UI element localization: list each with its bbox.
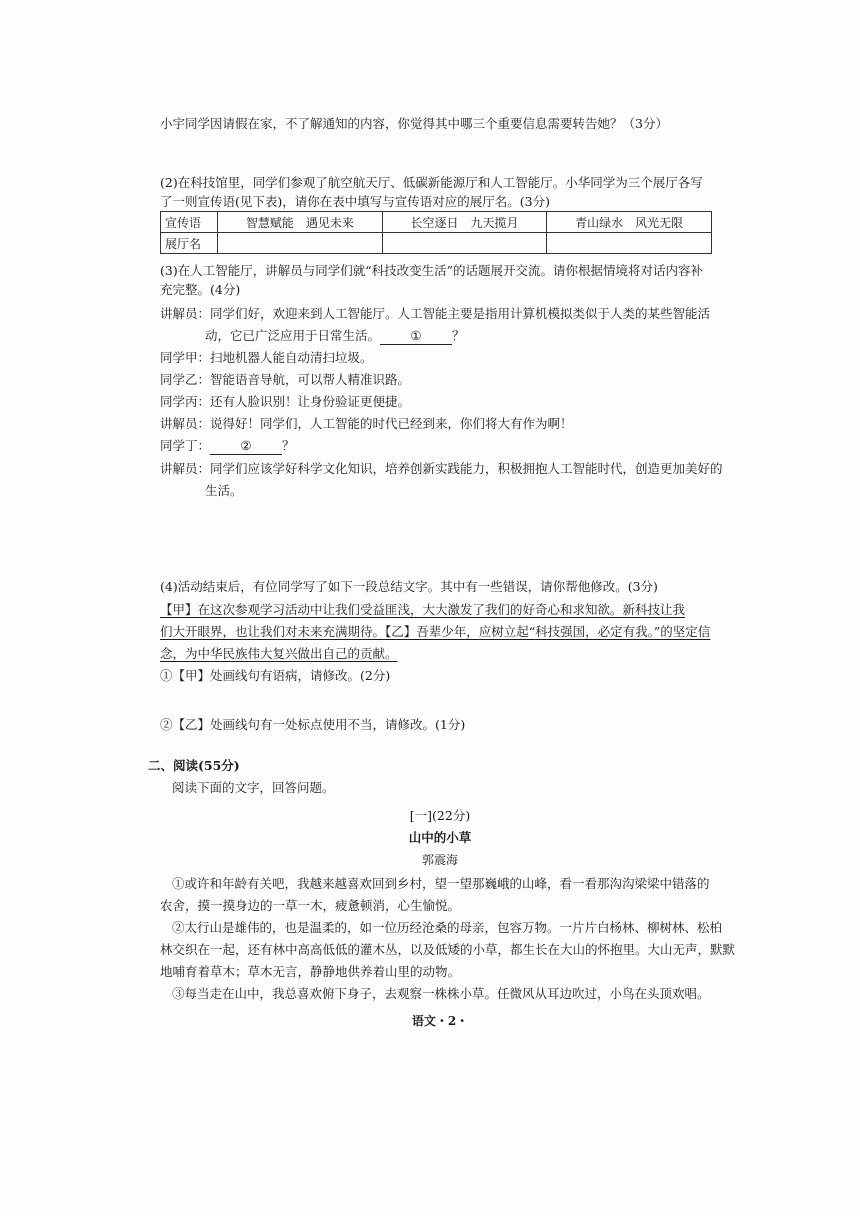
q4-para-line2: 们大开眼界，也让我们对未来充满期待。【乙】吾辈少年，应树立起“科技强国，必定有我。”的坚定信: [160, 624, 711, 639]
q4-line1: (4)活动结束后，有位同学写了如下一段总结文字。其中有一些错误，请你帮他修改。(3分): [160, 579, 658, 594]
article-title: 山中的小草: [408, 830, 472, 845]
dialog-text: 动，它已广泛应用于日常生活。: [205, 328, 381, 343]
article-paragraph-line: 林交织在一起，还有林中高高低低的灌木丛，以及低矮的小草，都生长在大山的怀抱里。大山无声，默默: [160, 942, 736, 957]
dialog-end: ？: [452, 328, 465, 343]
q2-line2: 了一则宣传语(见下表)，请你在表中填写与宣传语对应的展厅名。(3分): [160, 194, 550, 209]
dialog-line-4: [160, 369, 720, 391]
q2-line1: (2)在科技馆里，同学们参观了航空航天厅、低碳新能源厅和人工智能厅。小华同学为三个展厅各写: [160, 175, 703, 190]
dialog-line-1: [160, 303, 720, 325]
dialog-text: 智能语音导航，可以帮人精准识路。: [210, 372, 411, 387]
q4-sub2: ②【乙】处画线句有一处标点使用不当，请修改。(1分): [160, 717, 466, 732]
dialog-text: 还有人脸识别！让身份验证更便捷。: [210, 394, 411, 409]
part-label: [一](22分): [409, 808, 471, 823]
hall-answer-cell-1[interactable]: [218, 233, 383, 254]
q3-line1: (3)在人工智能厅，讲解员与同学们就“科技改变生活”的话题展开交流。请你根据情境将对话内容补: [160, 263, 703, 278]
dialog-line-8: [160, 458, 723, 480]
dialog-line-6: [160, 413, 720, 435]
hall-answer-cell-2[interactable]: [382, 233, 547, 254]
hall-answer-cell-3[interactable]: [547, 233, 712, 254]
blank-1[interactable]: ①: [380, 328, 452, 345]
dialog-speaker: 讲解员：: [160, 306, 211, 321]
slogan-cell-1: 智慧赋能 遇见未来: [218, 212, 383, 233]
q4-para-line3: 念，为中华民族伟大复兴做出自己的贡献。: [160, 646, 398, 661]
dialog-speaker: 同学丁：: [160, 438, 211, 453]
dialog-speaker: 同学丙：: [160, 394, 211, 409]
dialog-speaker: 同学甲：: [160, 350, 211, 365]
dialog-text: 说得好！同学们，人工智能的时代已经到来，你们将大有作为啊！: [210, 416, 573, 431]
dialog-text: 同学们好，欢迎来到人工智能厅。人工智能主要是指用计算机模拟类似于人类的某些智能活: [210, 306, 711, 321]
hall-header: 展厅名: [161, 233, 218, 254]
hall-row: [161, 233, 712, 254]
dialog-end: ？: [282, 438, 295, 453]
slogan-row: [161, 212, 712, 233]
dialog-text: 同学们应该学好科学文化知识，培养创新实践能力，积极拥抱人工智能时代，创造更加美好的: [210, 461, 723, 476]
q4-sub1: ①【甲】处画线句有语病，请修改。(2分): [160, 668, 391, 683]
dialog-speaker: 同学乙：: [160, 372, 211, 387]
dialog-line-7: [160, 435, 720, 457]
section2-heading: 二、阅读(55分): [148, 758, 240, 773]
dialog-line-9: [205, 480, 765, 502]
dialog-line-3: [160, 347, 720, 369]
dialog-speaker: 讲解员：: [160, 416, 211, 431]
article-paragraph-line: ③每当走在山中，我总喜欢俯下身子，去观察一株株小草。任微风从耳边吹过，小鸟在头顶欢唱。: [172, 986, 710, 1001]
article-paragraph-line: 农舍，摸一摸身边的一草一木，疲惫顿消，心生愉悦。: [160, 898, 461, 913]
section2-instruction: 阅读下面的文字，回答问题。: [172, 780, 335, 795]
article-author: 郭震海: [421, 853, 458, 867]
slogan-table: [160, 211, 712, 254]
dialog-line-5: [160, 391, 720, 413]
blank-2[interactable]: ②: [210, 438, 282, 455]
slogan-cell-2: 长空逐日 九天揽月: [382, 212, 547, 233]
q4-para-line1: 【甲】在这次参观学习活动中让我们受益匪浅，大大激发了我们的好奇心和求知欲。新科技让我: [160, 602, 686, 617]
intro-line: 小宇同学因请假在家，不了解通知的内容，你觉得其中哪三个重要信息需要转告她？（3分）: [160, 116, 668, 131]
article-paragraph-line: 地哺育着草木；草木无言，静静地供养着山里的动物。: [160, 964, 461, 979]
article-paragraph-line: ②太行山是雄伟的，也是温柔的，如一位历经沧桑的母亲，包容万物。一片片白杨林、柳树林、松柏: [172, 920, 723, 935]
dialog-text: 生活。: [205, 483, 243, 498]
article-paragraph-line: ①或许和年龄有关吧，我越来越喜欢回到乡村，望一望那巍峨的山峰，看一看那沟沟梁梁中错落的: [172, 876, 710, 891]
q3-line2: 充完整。(4分): [160, 282, 241, 297]
dialog-speaker: 讲解员：: [160, 461, 211, 476]
slogan-header: 宣传语: [161, 212, 218, 233]
page-footer: 语文・2・: [411, 1014, 469, 1028]
slogan-cell-3: 青山绿水 风光无限: [547, 212, 712, 233]
dialog-line-2: [205, 325, 765, 347]
dialog-text: 扫地机器人能自动清扫垃圾。: [210, 350, 373, 365]
